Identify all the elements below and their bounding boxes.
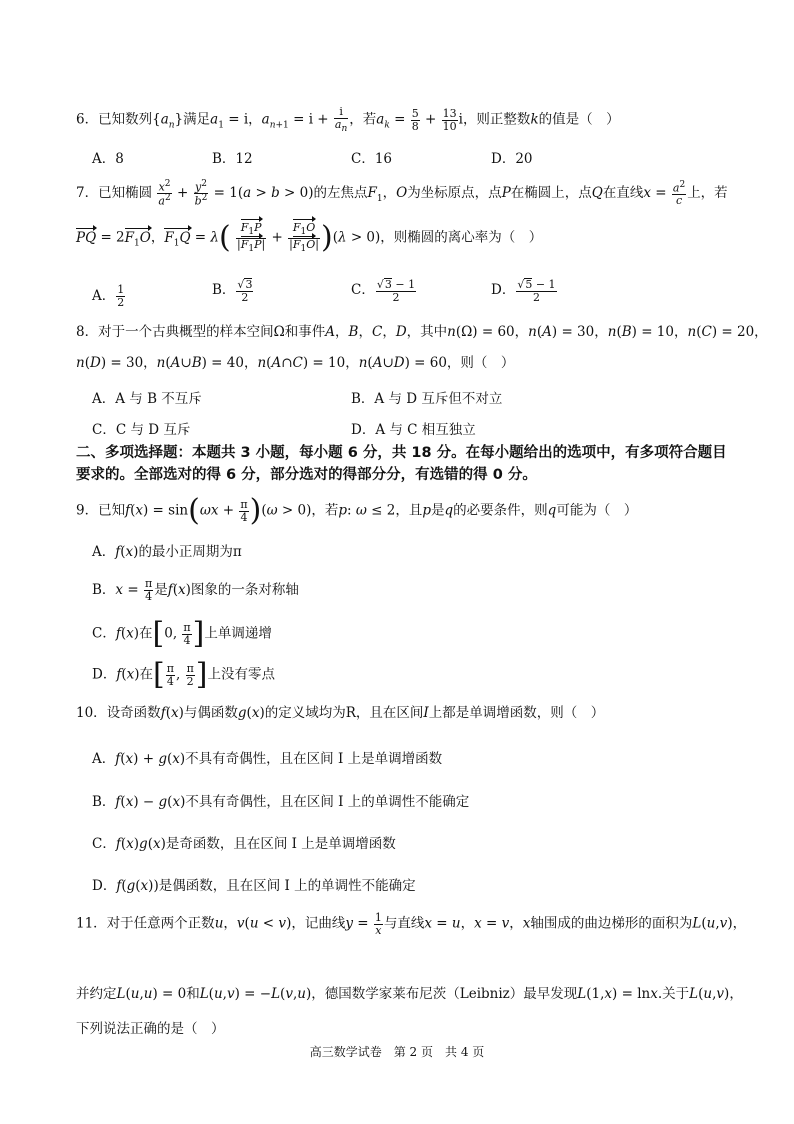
q6-option-a: A．8 <box>92 151 124 167</box>
q7-option-d: D． $\frac{√5 - 1}{2}$ <box>491 278 556 304</box>
question-11-stem-line1: 11．对于任意两个正数u，v(u < v)，记曲线y = $\frac{1}{x}$ 与直线x = u，x = v，x轴围成的曲边梯形的面积为L(u,v)， <box>76 911 747 937</box>
q10-option-b: B．f(x) − g(x)不具有奇偶性，且在区间 I 上的单调性不能确定 <box>92 794 470 810</box>
q9-option-d: D．f(x)在[ $\frac{\pi}{4}$ , $\frac{\pi}{2}$ ]上没有零点 <box>92 657 276 692</box>
question-7-stem-line2: PQ = $2F_1O$，$F_1Q = \lambda$( $\frac{F_1P}{|F_1P|}$ + $\frac{F_1O}{|F_1O|}$ )(λ > 0)，则椭圆的离心率为（ ） <box>76 220 543 256</box>
q6-option-c: C．16 <box>351 151 393 167</box>
q8-option-b: B．A 与 D 互斥但不对立 <box>351 391 503 407</box>
q8-option-d: D．A 与 C 相互独立 <box>351 422 476 438</box>
q7-option-c: C． $\frac{√3 - 1}{2}$ <box>351 278 416 304</box>
question-7-stem-line1: 7．已知椭圆 $\frac{x^2}{a^2}$ + $\frac{y^2}{b^2}$ = 1(a > b > 0)的左焦点$F_1$，O为坐标原点，点P在椭圆上，点Q在直线x = $\frac{a^2}{c}$ 上，若 <box>76 179 728 208</box>
q8-option-a: A．A 与 B 不互斥 <box>92 391 202 407</box>
q8-option-c: C．C 与 D 互斥 <box>92 422 191 438</box>
q7-option-b: B． $\frac{√3}{2}$ <box>212 278 253 304</box>
q9-option-c: C．f(x)在[0, $\frac{\pi}{4}$ ]上单调递增 <box>92 616 272 651</box>
q10-option-d: D．f(g(x))是偶函数，且在区间 I 上的单调性不能确定 <box>92 878 416 894</box>
q10-option-c: C．f(x)g(x)是奇函数，且在区间 I 上是单调增函数 <box>92 836 396 852</box>
section-2-header: 二、多项选择题：本题共 3 小题，每小题 6 分，共 18 分。在每小题给出的选项中，有多项符合题目要求的。全部选对的得 6 分，部分选对的得部分分，有选错的得 0 分。 <box>76 445 727 483</box>
q9-option-b: B．x = $\frac{\pi}{4}$ 是f(x)图象的一条对称轴 <box>92 577 299 603</box>
question-9-stem: 9．已知f(x) = sin(ωx + $\frac{\pi}{4}$ )(ω > 0)，若p: ω ≤ 2，且p是q的必要条件，则q可能为（ ） <box>76 493 638 528</box>
q7-option-a: A． $\frac{1}{2}$ <box>92 283 125 309</box>
question-8-stem-line2: n(D) = 30，n(A∪B) = 40，n(A∩C) = 10，n(A∪D) = 60，则（ ） <box>76 355 515 371</box>
question-10-stem: 10．设奇函数f(x)与偶函数g(x)的定义域均为R，且在区间I上都是单调增函数，则（ ） <box>76 705 605 721</box>
question-6-stem: 6．已知数列$\{a_n\}$满足$a_1 = i$，$a_{n+1} = i$ + $\frac{i}{a_n}$ ，若$a_k$ = $\frac{5}{8}$ + $\frac{13}{10}$ i，则正整数k的值是（ ） <box>76 105 620 134</box>
question-11-stem-line3: 下列说法正确的是（ ） <box>76 1021 225 1037</box>
q6-option-d: D．20 <box>491 151 533 167</box>
question-11-stem-line2: 并约定L(u,u) = 0和L(u,v) = −L(v,u)，德国数学家莱布尼茨（Leibniz）最早发现L(1,x) = lnx.关于L(u,v)， <box>76 986 743 1002</box>
q9-option-a: A．f(x)的最小正周期为π <box>92 544 242 560</box>
page-footer: 高三数学试卷 第 2 页 共 4 页 <box>309 1045 485 1059</box>
q10-option-a: A．f(x) + g(x)不具有奇偶性，且在区间 I 上是单调增函数 <box>92 751 443 767</box>
q6-option-b: B．12 <box>212 151 253 167</box>
question-8-stem-line1: 8．对于一个古典概型的样本空间Ω和事件A，B，C，D，其中n(Ω) = 60，n(A) = 30，n(B) = 10，n(C) = 20， <box>76 324 768 340</box>
